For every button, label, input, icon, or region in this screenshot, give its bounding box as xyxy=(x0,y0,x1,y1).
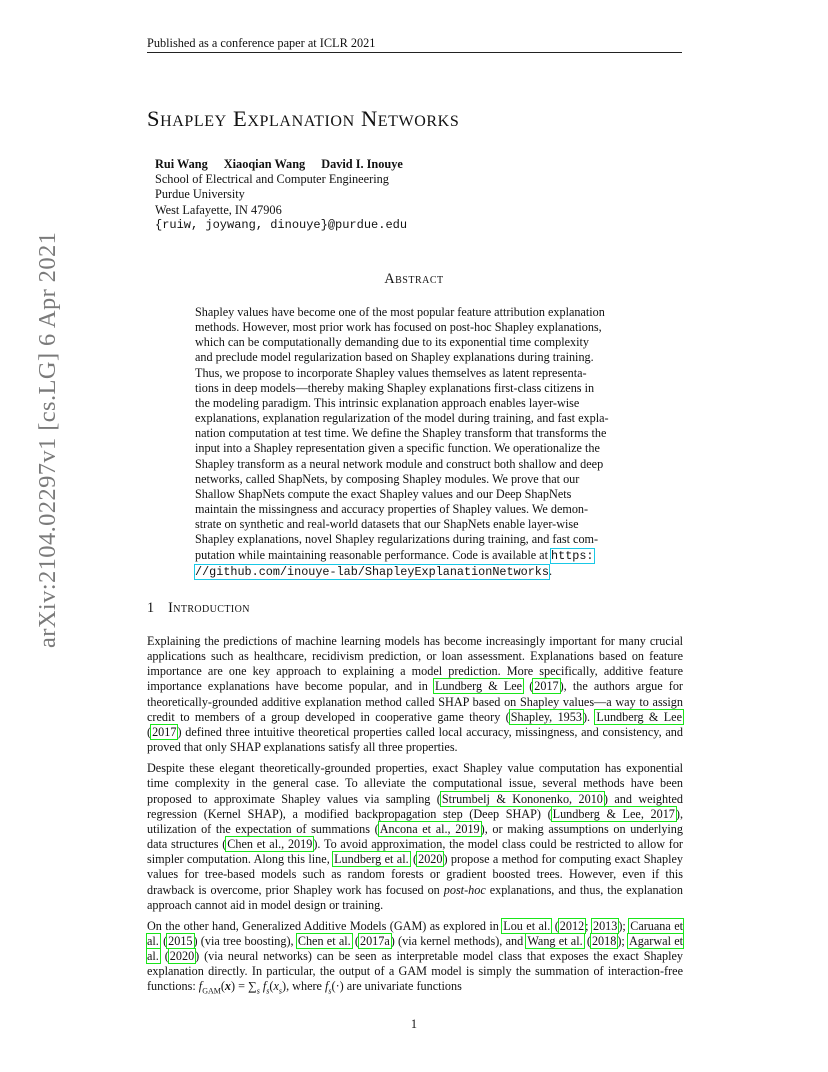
abstract-line: networks, called ShapNets, by composing Shapley modules. We prove that our xyxy=(195,471,580,486)
author-3: David I. Inouye xyxy=(321,157,403,171)
paragraph: On the other hand, Generalized Additive Models (GAM) as explored in Lou et al. (2012; 2013); Caruana et al. (2015) (via tree boosting), Chen et al. (2017a) (via kernel methods), and Wang et al. (2018); Agarwal et al. (2020) (via neural networks) can be seen as interpretable model class that exposes the exact Shapley explanation directly. In particular, the output of a GAM model is simply the summation of interaction-free functions: $f_{GAM}(x) = \sum_s$ $f_s(x_s)$, where $f_s(\cdot)$ are univariate functions xyxy=(147,918,684,996)
citation-link[interactable]: Lundberg & Lee xyxy=(434,679,523,694)
citation-link[interactable]: 2015 xyxy=(168,933,193,948)
section-title: Introduction xyxy=(168,600,250,616)
paragraph: Explaining the predictions of machine learning models has become increasingly important for many crucial applications such as healthcare, recidivism prediction, or loan assessment. Explanations based on feature importance are one key approach to explaining a model prediction. More specifically, additive feature importance explanations have become popular, and in Lundberg & Lee (2017), the authors argue for theoretically-grounded additive explanation method called SHAP based on Shapley values—a way to assign credit to members of a group developed in cooperative game theory (Shapley, 1953). Lundberg & Lee (2017) defined three intuitive theoretical properties called local accuracy, missingness, and consistency, and proved that only SHAP explanations satisfy all three properties. xyxy=(147,634,683,755)
abstract-line: //github.com/inouye-lab/ShapleyExplanationNetworks. xyxy=(195,563,553,579)
citation-link[interactable]: Lundberg et al. xyxy=(334,852,409,867)
abstract-line: strate on synthetic and real-world datasets that our ShapNets enable layer-wise xyxy=(195,517,579,532)
citation-link[interactable]: Strumbelj & Kononenko, 2010 xyxy=(441,791,603,806)
abstract-line: Shallow ShapNets compute the exact Shapley values and our Deep ShapNets xyxy=(195,486,572,501)
citation-link[interactable]: Lundberg & Lee xyxy=(596,709,683,724)
affiliation-line-1: School of Electrical and Computer Engineering xyxy=(155,172,389,187)
section-number: 1 xyxy=(147,600,155,616)
author-names xyxy=(155,157,407,172)
citation-link[interactable]: Lundberg & Lee, 2017 xyxy=(552,806,675,821)
affiliation-line-2: Purdue University xyxy=(155,187,245,202)
section-heading xyxy=(147,600,250,617)
arxiv-side-stamp: arXiv:2104.02297v1 [cs.LG] 6 Apr 2021 xyxy=(34,231,61,648)
abstract-body xyxy=(195,305,635,580)
citation-link[interactable]: Caruana et al. xyxy=(147,918,684,948)
header-rule xyxy=(147,52,682,53)
abstract-line: explanations, explanation regularization of the model during training, and fast expla- xyxy=(195,411,609,426)
code-url-link[interactable]: https: xyxy=(551,548,594,563)
paragraph: Despite these elegant theoretically-grounded properties, exact Shapley value computation has exponential time complexity in the general case. To alleviate the computational issue, several methods have been proposed to approximate Shapley values via sampling (Strumbelj & Kononenko, 2010) and weighted regression (Kernel SHAP), a modified backpropagation step (Deep SHAP) (Lundberg & Lee, 2017), utilization of the expectation of summations (Ancona et al., 2019), or making assumptions on underlying data structures (Chen et al., 2019). To avoid approximation, the model class could be restricted to allow for simpler computation. Along this line, Lundberg et al. (2020) propose a method for computing exact Shapley values for tree-based models such as random forests or gradient boosted trees. However, even if this drawback is overcome, prior Shapley work has focused on post-hoc explanations, and thus, the explanation approach cannot aid in model design or training. xyxy=(147,761,684,912)
citation-link[interactable]: Wang et al. xyxy=(527,933,583,948)
citation-link[interactable]: 2020 xyxy=(418,852,443,867)
abstract-line: maintain the missingness and accuracy properties of Shapley values. We demon- xyxy=(195,502,589,517)
abstract-line: Shapley values have become one of the most popular feature attribution explanation xyxy=(195,305,605,319)
abstract-heading: Abstract xyxy=(384,271,444,287)
citation-link[interactable]: 2013 xyxy=(592,918,618,933)
abstract-line: putation while maintaining reasonable performance. Code is available at https: xyxy=(195,547,594,563)
citation-link[interactable]: 2017 xyxy=(534,679,559,694)
citation-link[interactable]: 2017a xyxy=(359,933,390,948)
abstract-line: and preclude model regularization based on Shapley explanations during training. xyxy=(195,350,594,365)
author-1: Rui Wang xyxy=(155,157,208,171)
author-2: Xiaoqian Wang xyxy=(223,157,306,171)
citation-link[interactable]: Chen et al. xyxy=(297,933,351,948)
author-block xyxy=(155,157,407,233)
citation-link[interactable]: Chen et al., 2019 xyxy=(227,837,313,852)
running-header: Published as a conference paper at ICLR 2021 xyxy=(147,36,376,50)
code-url-link-continued[interactable]: //github.com/inouye-lab/ShapleyExplanationNetworks xyxy=(195,564,549,579)
intro-body xyxy=(147,634,683,999)
citation-link[interactable]: 2018 xyxy=(591,933,617,948)
affiliation-line-3: West Lafayette, IN 47906 xyxy=(155,202,282,217)
citation-link[interactable]: Agarwal et al. xyxy=(147,933,683,964)
abstract-line: Thus, we propose to incorporate Shapley values themselves as latent representa- xyxy=(195,365,587,380)
paper-title: Shapley Explanation Networks xyxy=(147,106,460,131)
citation-link[interactable]: 2017 xyxy=(152,724,177,739)
citation-link[interactable]: Shapley, 1953 xyxy=(510,709,582,724)
citation-link[interactable]: 2020 xyxy=(169,949,195,964)
abstract-line: nation computation at test time. We define the Shapley transform that transforms the xyxy=(195,426,607,441)
abstract-line: Shapley explanations, novel Shapley regularizations during training, and fast com- xyxy=(195,532,599,547)
abstract-line: tions in deep models—thereby making Shapley explanations first-class citizens in xyxy=(195,380,595,395)
citation-link[interactable]: 2012 xyxy=(559,918,585,933)
abstract-line: Shapley transform as a neural network module and construct both shallow and deep xyxy=(195,456,604,471)
author-emails: {ruiw, joywang, dinouye}@purdue.edu xyxy=(155,217,408,232)
abstract-line: the modeling paradigm. This intrinsic explanation approach enables layer-wise xyxy=(195,395,580,410)
abstract-line: methods. However, most prior work has focused on post-hoc Shapley explanations, xyxy=(195,320,602,335)
citation-link[interactable]: Ancona et al., 2019 xyxy=(379,821,480,836)
abstract-line: input into a Shapley representation given a specific function. We operationalize the xyxy=(195,441,600,456)
page-number: 1 xyxy=(410,1017,418,1031)
abstract-line: which can be computationally demanding due to its exponential time complexity xyxy=(195,335,589,350)
citation-link[interactable]: Lou et al. xyxy=(503,918,551,933)
